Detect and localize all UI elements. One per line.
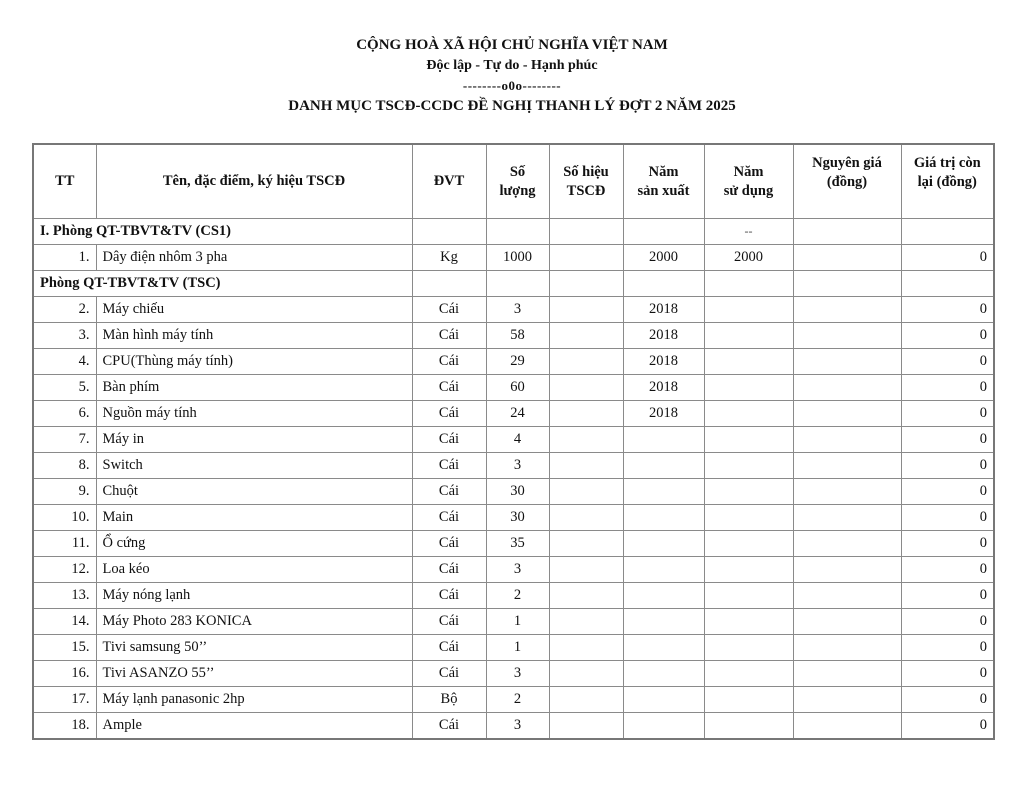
row-year-used — [704, 297, 793, 323]
row-original-price — [793, 583, 901, 609]
table-row — [33, 349, 994, 375]
row-asset-code — [549, 531, 623, 557]
section-empty-cell — [793, 271, 901, 297]
header-tt: TT — [33, 144, 96, 219]
row-remaining-value: 0 — [901, 375, 994, 401]
row-remaining-value: 0 — [901, 661, 994, 687]
row-year-used — [704, 401, 793, 427]
row-remaining-value: 0 — [901, 245, 994, 271]
row-quantity: 1 — [486, 635, 549, 661]
header-original-price-line2: (đồng) — [826, 174, 868, 190]
row-tt: 5. — [33, 375, 96, 401]
row-remaining-value: 0 — [901, 531, 994, 557]
section-title: Phòng QT-TBVT&TV (TSC) — [33, 271, 412, 297]
row-year-used — [704, 479, 793, 505]
row-unit: Cái — [412, 713, 486, 740]
row-quantity: 3 — [486, 453, 549, 479]
row-quantity: 2 — [486, 583, 549, 609]
row-original-price — [793, 453, 901, 479]
header-quantity-line1: Số — [509, 163, 526, 180]
table-row — [33, 401, 994, 427]
row-quantity: 3 — [486, 297, 549, 323]
table-row — [33, 245, 994, 271]
table-row — [33, 479, 994, 505]
header-year-used-line2: sử dụng — [723, 182, 774, 199]
row-asset-code — [549, 505, 623, 531]
row-quantity: 1 — [486, 609, 549, 635]
section-empty-cell — [412, 271, 486, 297]
row-year-made — [623, 427, 704, 453]
row-remaining-value: 0 — [901, 505, 994, 531]
row-year-used — [704, 323, 793, 349]
header-asset-code — [549, 144, 623, 219]
row-name: CPU(Thùng máy tính) — [96, 349, 412, 375]
row-name: Tivi ASANZO 55’’ — [96, 661, 412, 687]
row-tt: 7. — [33, 427, 96, 453]
row-tt: 8. — [33, 453, 96, 479]
row-unit: Cái — [412, 349, 486, 375]
row-asset-code — [549, 323, 623, 349]
header-asset-code-line1: Số hiệu — [563, 163, 609, 180]
title-separator: --------o0o-------- — [462, 78, 562, 93]
row-quantity: 1000 — [486, 245, 549, 271]
row-original-price — [793, 661, 901, 687]
section-year-used-note: -- — [704, 219, 793, 245]
row-asset-code — [549, 661, 623, 687]
table-row — [33, 609, 994, 635]
table-body — [33, 219, 994, 740]
section-empty-cell — [623, 271, 704, 297]
row-unit: Cái — [412, 479, 486, 505]
row-remaining-value: 0 — [901, 297, 994, 323]
row-quantity: 2 — [486, 687, 549, 713]
header-unit: ĐVT — [412, 144, 486, 219]
row-year-used — [704, 453, 793, 479]
header-original-price-line1: Nguyên giá — [812, 155, 882, 171]
row-original-price — [793, 349, 901, 375]
table-row — [33, 323, 994, 349]
table-row — [33, 713, 994, 740]
row-asset-code — [549, 375, 623, 401]
table-row — [33, 687, 994, 713]
row-remaining-value: 0 — [901, 401, 994, 427]
row-unit: Cái — [412, 661, 486, 687]
header-asset-code-line2: TSCĐ — [566, 182, 606, 199]
row-year-used — [704, 583, 793, 609]
row-asset-code — [549, 609, 623, 635]
national-motto: Độc lập - Tự do - Hạnh phúc — [426, 58, 598, 73]
row-quantity: 3 — [486, 557, 549, 583]
row-unit: Cái — [412, 401, 486, 427]
row-unit: Cái — [412, 427, 486, 453]
row-asset-code — [549, 401, 623, 427]
row-tt: 17. — [33, 687, 96, 713]
row-year-used — [704, 427, 793, 453]
row-asset-code — [549, 713, 623, 740]
row-name: Ổ cứng — [96, 531, 412, 557]
row-quantity: 3 — [486, 713, 549, 740]
row-unit: Cái — [412, 635, 486, 661]
row-quantity: 4 — [486, 427, 549, 453]
row-year-made — [623, 687, 704, 713]
row-tt: 10. — [33, 505, 96, 531]
section-empty-cell — [623, 219, 704, 245]
row-tt: 4. — [33, 349, 96, 375]
row-remaining-value: 0 — [901, 453, 994, 479]
asset-liquidation-table — [32, 143, 995, 740]
table-row — [33, 505, 994, 531]
row-unit: Kg — [412, 245, 486, 271]
row-name: Máy in — [96, 427, 412, 453]
row-asset-code — [549, 583, 623, 609]
table-row — [33, 375, 994, 401]
row-name: Main — [96, 505, 412, 531]
table-row — [33, 453, 994, 479]
row-name: Chuột — [96, 479, 412, 505]
row-original-price — [793, 479, 901, 505]
row-asset-code — [549, 245, 623, 271]
row-tt: 16. — [33, 661, 96, 687]
header-original-price — [793, 144, 901, 219]
section-header-row — [33, 219, 994, 245]
section-empty-cell — [901, 219, 994, 245]
row-original-price — [793, 609, 901, 635]
row-year-made — [623, 505, 704, 531]
row-tt: 11. — [33, 531, 96, 557]
row-tt: 1. — [33, 245, 96, 271]
section-empty-cell — [704, 271, 793, 297]
row-name: Máy chiếu — [96, 297, 412, 323]
header-name: Tên, đặc điểm, ký hiệu TSCĐ — [96, 144, 412, 219]
table-row — [33, 557, 994, 583]
row-tt: 6. — [33, 401, 96, 427]
row-unit: Cái — [412, 297, 486, 323]
row-tt: 9. — [33, 479, 96, 505]
row-year-made: 2018 — [623, 349, 704, 375]
row-unit: Cái — [412, 323, 486, 349]
row-unit: Cái — [412, 609, 486, 635]
row-original-price — [793, 375, 901, 401]
row-original-price — [793, 713, 901, 740]
row-year-used — [704, 505, 793, 531]
row-name: Loa kéo — [96, 557, 412, 583]
row-remaining-value: 0 — [901, 583, 994, 609]
row-asset-code — [549, 479, 623, 505]
header-year-used — [704, 144, 793, 219]
row-remaining-value: 0 — [901, 323, 994, 349]
row-year-made: 2018 — [623, 375, 704, 401]
row-quantity: 35 — [486, 531, 549, 557]
header-quantity-line2: lượng — [499, 182, 536, 199]
row-year-used — [704, 349, 793, 375]
row-remaining-value: 0 — [901, 557, 994, 583]
row-year-made — [623, 453, 704, 479]
row-unit: Cái — [412, 531, 486, 557]
section-empty-cell — [549, 271, 623, 297]
row-name: Switch — [96, 453, 412, 479]
row-unit: Cái — [412, 505, 486, 531]
row-asset-code — [549, 349, 623, 375]
row-year-made: 2000 — [623, 245, 704, 271]
row-asset-code — [549, 687, 623, 713]
row-tt: 3. — [33, 323, 96, 349]
row-name: Bàn phím — [96, 375, 412, 401]
row-original-price — [793, 401, 901, 427]
table-row — [33, 297, 994, 323]
row-tt: 15. — [33, 635, 96, 661]
row-name: Dây điện nhôm 3 pha — [96, 245, 412, 271]
row-remaining-value: 0 — [901, 635, 994, 661]
row-year-used — [704, 635, 793, 661]
row-year-made — [623, 479, 704, 505]
row-quantity: 30 — [486, 479, 549, 505]
row-year-used — [704, 557, 793, 583]
section-empty-cell — [793, 219, 901, 245]
row-name: Máy nóng lạnh — [96, 583, 412, 609]
row-year-made: 2018 — [623, 323, 704, 349]
table-row — [33, 427, 994, 453]
header-remaining-value-line2: lại (đồng) — [917, 174, 977, 190]
row-year-used: 2000 — [704, 245, 793, 271]
row-original-price — [793, 687, 901, 713]
section-empty-cell — [412, 219, 486, 245]
section-empty-cell — [486, 271, 549, 297]
row-remaining-value: 0 — [901, 713, 994, 740]
row-name: Nguồn máy tính — [96, 401, 412, 427]
row-remaining-value: 0 — [901, 349, 994, 375]
table-row — [33, 583, 994, 609]
row-asset-code — [549, 297, 623, 323]
row-name: Ample — [96, 713, 412, 740]
header-year-used-line1: Năm — [733, 163, 764, 180]
section-header-row — [33, 271, 994, 297]
section-empty-cell — [486, 219, 549, 245]
row-year-used — [704, 713, 793, 740]
row-year-used — [704, 609, 793, 635]
row-year-used — [704, 687, 793, 713]
row-tt: 13. — [33, 583, 96, 609]
row-tt: 18. — [33, 713, 96, 740]
section-empty-cell — [549, 219, 623, 245]
list-title: DANH MỤC TSCĐ-CCDC ĐỀ NGHỊ THANH LÝ ĐỢT 2 NĂM 2025 — [288, 98, 736, 114]
row-unit: Cái — [412, 375, 486, 401]
table-row — [33, 531, 994, 557]
row-year-made — [623, 531, 704, 557]
row-asset-code — [549, 427, 623, 453]
row-quantity: 58 — [486, 323, 549, 349]
header-remaining-value-line1: Giá trị còn — [913, 155, 981, 171]
national-title: CỘNG HOÀ XÃ HỘI CHỦ NGHĨA VIỆT NAM — [356, 37, 668, 53]
row-tt: 14. — [33, 609, 96, 635]
row-original-price — [793, 635, 901, 661]
row-unit: Cái — [412, 557, 486, 583]
header-year-made-line1: Năm — [648, 163, 679, 180]
row-year-made — [623, 609, 704, 635]
row-year-made: 2018 — [623, 297, 704, 323]
row-asset-code — [549, 635, 623, 661]
row-tt: 2. — [33, 297, 96, 323]
row-original-price — [793, 427, 901, 453]
row-year-used — [704, 531, 793, 557]
row-original-price — [793, 245, 901, 271]
row-quantity: 60 — [486, 375, 549, 401]
row-year-made — [623, 557, 704, 583]
row-remaining-value: 0 — [901, 479, 994, 505]
table-row — [33, 635, 994, 661]
row-name: Máy Photo 283 KONICA — [96, 609, 412, 635]
row-quantity: 24 — [486, 401, 549, 427]
row-asset-code — [549, 557, 623, 583]
row-year-made: 2018 — [623, 401, 704, 427]
row-original-price — [793, 297, 901, 323]
row-remaining-value: 0 — [901, 427, 994, 453]
row-unit: Cái — [412, 583, 486, 609]
row-year-used — [704, 375, 793, 401]
row-original-price — [793, 531, 901, 557]
section-title: I. Phòng QT-TBVT&TV (CS1) — [33, 219, 412, 245]
row-name: Tivi samsung 50’’ — [96, 635, 412, 661]
header-year-made — [623, 144, 704, 219]
row-tt: 12. — [33, 557, 96, 583]
row-year-made — [623, 635, 704, 661]
row-original-price — [793, 323, 901, 349]
row-unit: Cái — [412, 453, 486, 479]
row-asset-code — [549, 453, 623, 479]
row-quantity: 3 — [486, 661, 549, 687]
row-remaining-value: 0 — [901, 687, 994, 713]
row-year-made — [623, 661, 704, 687]
header-year-made-line2: sản xuất — [637, 182, 690, 199]
row-quantity: 29 — [486, 349, 549, 375]
row-year-made — [623, 713, 704, 740]
row-year-made — [623, 583, 704, 609]
row-original-price — [793, 557, 901, 583]
table-row — [33, 661, 994, 687]
header-quantity — [486, 144, 549, 219]
table-header-row — [33, 144, 994, 219]
section-empty-cell — [901, 271, 994, 297]
row-remaining-value: 0 — [901, 609, 994, 635]
row-original-price — [793, 505, 901, 531]
header-remaining-value — [901, 144, 994, 219]
row-name: Máy lạnh panasonic 2hp — [96, 687, 412, 713]
row-unit: Bộ — [412, 687, 486, 713]
row-year-used — [704, 661, 793, 687]
row-quantity: 30 — [486, 505, 549, 531]
row-name: Màn hình máy tính — [96, 323, 412, 349]
